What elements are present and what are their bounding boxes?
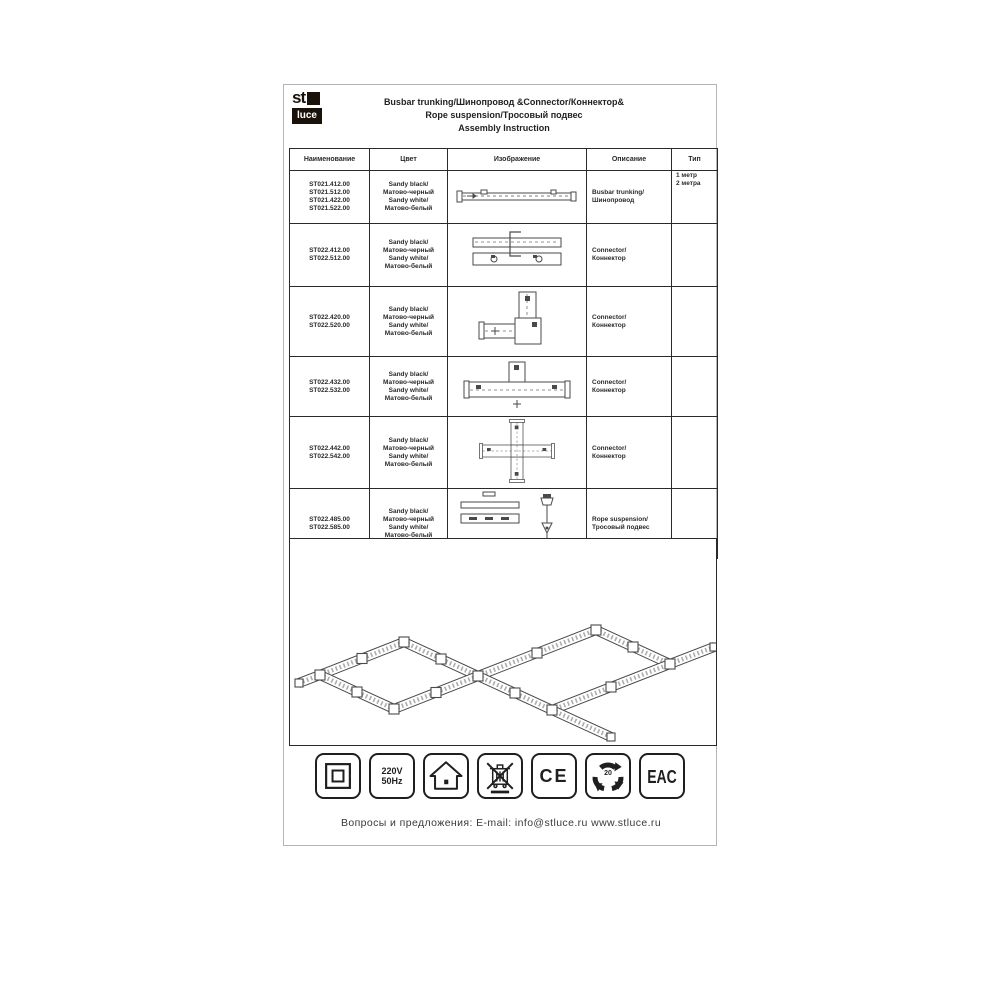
type-cell (672, 287, 718, 357)
color-line: Матово-белый (384, 329, 433, 337)
type-cell (672, 224, 718, 287)
description-line: Busbar trunking/ (592, 189, 645, 196)
color-line: Sandy black/ (388, 370, 429, 378)
x-connector-drawing (461, 479, 573, 486)
color-line: Матово-белый (384, 394, 433, 402)
logo-square (307, 92, 320, 105)
type-cell (672, 417, 718, 489)
color-line: Sandy white/ (388, 386, 429, 394)
product-codes-cell (290, 287, 370, 357)
product-image-cell (448, 417, 587, 489)
voltage-line: 220V (381, 766, 403, 776)
recycling-number: 20 (604, 770, 612, 777)
product-code: ST021.412.00 (309, 181, 350, 188)
product-code: ST022.432.00 (309, 378, 350, 386)
color-line: Sandy white/ (388, 523, 429, 531)
product-codes-cell (290, 417, 370, 489)
table-row (290, 357, 718, 417)
product-code: ST022.520.00 (309, 321, 350, 329)
ce-text: CE (539, 765, 569, 786)
table-row (290, 287, 718, 357)
color-line: Матово-черный (382, 313, 435, 321)
description-cell (587, 224, 672, 287)
product-code: ST022.532.00 (309, 386, 350, 394)
color-cell (370, 357, 448, 417)
column-header-4: Тип (672, 149, 718, 171)
eac-text: EAC (647, 765, 677, 787)
product-code: ST021.422.00 (309, 197, 350, 204)
color-line: Матово-черный (382, 247, 435, 254)
voltage-text (381, 766, 402, 786)
weee-bin-icon (477, 753, 523, 799)
product-code: ST022.485.00 (309, 515, 350, 523)
color-line: Sandy black/ (388, 181, 429, 188)
product-code: ST022.512.00 (309, 255, 350, 262)
column-header-3: Описание (587, 149, 672, 171)
color-line: Матово-черный (382, 515, 435, 523)
color-line: Матово-белый (384, 205, 433, 212)
type-line: 1 метр (676, 172, 697, 179)
column-header-1: Цвет (370, 149, 448, 171)
color-line: Sandy black/ (388, 436, 429, 444)
product-codes-cell (290, 224, 370, 287)
type-line: 2 метра (676, 180, 701, 187)
class-ii-insulation-icon (315, 753, 361, 799)
description-cell (587, 417, 672, 489)
description-line: Шинопровод (592, 197, 635, 204)
eac-mark (639, 753, 685, 799)
voltage-line: 50Hz (381, 776, 403, 786)
description-line: Rope suspension/ (592, 515, 648, 523)
table-row (290, 417, 718, 489)
product-spec-table (289, 148, 718, 559)
table-header-row (290, 149, 718, 171)
logo-text-top: st (292, 88, 306, 107)
ce-mark (531, 753, 577, 799)
description-line: Тросовый подвес (592, 523, 650, 531)
product-image-cell (448, 287, 587, 357)
contact-footer: Вопросы и предложения: E-mail: info@stluce.ru www.stluce.ru (340, 817, 662, 829)
document-title (334, 96, 674, 135)
description-cell (587, 357, 672, 417)
product-code: ST022.542.00 (309, 452, 350, 460)
description-line: Connector/ (592, 313, 627, 321)
description-line: Connector/ (592, 247, 627, 254)
title-line-2: Rope suspension/Тросовый подвес (425, 110, 583, 120)
title-line-1: Busbar trunking/Шинопровод &Connector/Коннектор& (383, 97, 625, 107)
product-image-cell (448, 224, 587, 287)
color-line: Sandy black/ (388, 239, 429, 246)
certification-icons-row (315, 753, 685, 799)
color-line: Матово-белый (384, 531, 433, 539)
busbar-track-drawing (451, 209, 583, 216)
product-code: ST021.512.00 (309, 189, 350, 196)
description-cell (587, 287, 672, 357)
color-line: Sandy white/ (388, 321, 429, 329)
color-line: Матово-белый (384, 263, 433, 270)
product-code: ST022.585.00 (309, 523, 350, 531)
color-line: Sandy white/ (388, 197, 429, 204)
description-line: Коннектор (592, 255, 626, 262)
color-cell (370, 417, 448, 489)
description-cell (587, 171, 672, 224)
product-code: ST022.420.00 (309, 313, 350, 321)
product-image-cell (448, 171, 587, 224)
color-line: Sandy black/ (388, 305, 429, 313)
voltage-rating (369, 753, 415, 799)
product-code: ST021.522.00 (309, 205, 350, 212)
product-image-cell (448, 357, 587, 417)
assembly-diagram-box (289, 538, 717, 746)
description-line: Коннектор (592, 386, 626, 394)
type-cell (672, 171, 718, 224)
assembly-isometric-diagram (290, 540, 716, 745)
column-header-0: Наименование (290, 149, 370, 171)
color-cell (370, 287, 448, 357)
color-cell (370, 171, 448, 224)
stluce-logo (292, 90, 332, 142)
description-line: Коннектор (592, 321, 626, 329)
product-code: ST022.412.00 (309, 247, 350, 254)
column-header-2: Изображение (448, 149, 587, 171)
color-line: Sandy black/ (388, 507, 429, 515)
product-codes-cell (290, 171, 370, 224)
indoor-use-icon (423, 753, 469, 799)
type-cell (672, 357, 718, 417)
color-line: Матово-белый (384, 460, 433, 468)
description-line: Connector/ (592, 378, 627, 386)
product-codes-cell (290, 357, 370, 417)
recycling-icon (585, 753, 631, 799)
t-connector-drawing (456, 407, 578, 414)
title-line-3: Assembly Instruction (458, 123, 550, 133)
instruction-sheet (283, 84, 717, 846)
description-line: Connector/ (592, 444, 627, 452)
color-line: Матово-черный (382, 378, 435, 386)
l-connector-drawing (471, 347, 563, 354)
logo-text-bottom: luce (292, 108, 322, 124)
description-line: Коннектор (592, 452, 626, 460)
color-line: Sandy white/ (388, 452, 429, 460)
color-line: Матово-черный (382, 189, 435, 196)
product-code: ST022.442.00 (309, 444, 350, 452)
i-connector-drawing (461, 277, 573, 284)
color-line: Sandy white/ (388, 255, 429, 262)
table-row (290, 171, 718, 224)
color-cell (370, 224, 448, 287)
table-row (290, 224, 718, 287)
color-line: Матово-черный (382, 444, 435, 452)
